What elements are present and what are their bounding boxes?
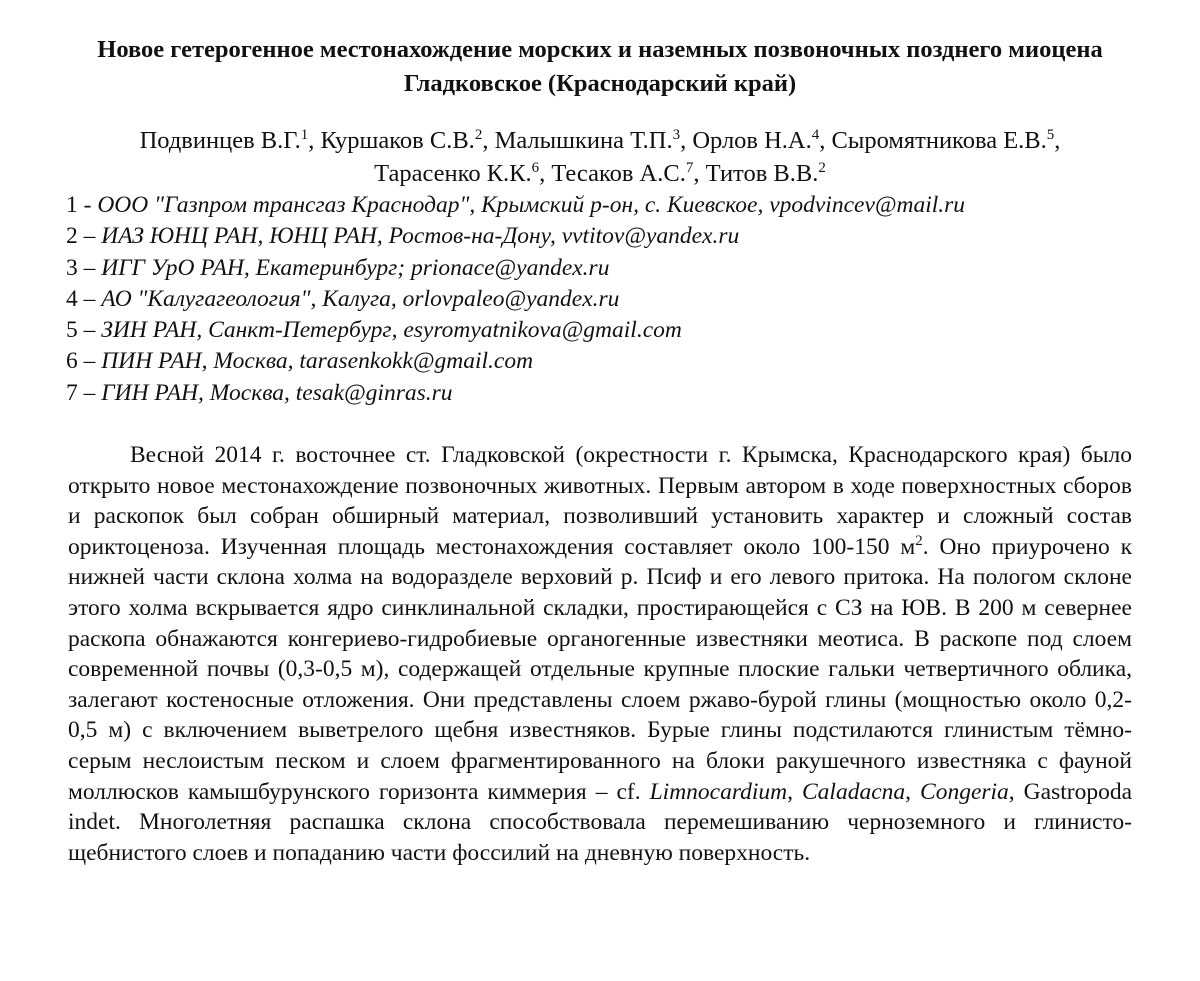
affiliation-mark: 4	[811, 126, 820, 143]
taxon-name: Limnocardium	[649, 778, 788, 805]
affiliation-mark: 2	[474, 126, 483, 143]
affiliation-item: 5 – ЗИН РАН, Санкт-Петербург, esyromyatnikova@gmail.com	[66, 317, 682, 344]
affiliation-list	[66, 190, 1146, 409]
author: Титов В.В.$^2$	[705, 159, 826, 187]
author: Тарасенко К.К.$^6$,	[374, 159, 552, 187]
affiliation-item: 6 – ПИН РАН, Москва, tarasenkokk@gmail.com	[66, 348, 534, 375]
affiliation-item: 1 - ООО "Газпром трансгаз Краснодар", Крымский р-он, с. Киевское, vpodvincev@mail.ru	[66, 192, 966, 218]
body-paragraph: Весной 2014 г. восточнее ст. Гладковской (окрестности г. Крымска, Краснодарского края) было открыто новое местонахождение позвоночных животных. Первым автором в ходе поверхностных сборов и раскопок был собран обширный материал, позволивший установить характер и сложный состав ориктоценоза. Изученная площадь местонахождения составляет около 100-150 $м^2$. Оно приурочено к нижней части склона холма на водоразделе верховий р. Псиф и его левого притока. На пологом склоне этого холма вскрывается ядро синклинальной складки, простирающейся с СЗ на ЮВ. В 200 м севернее раскопа обнажаются конгериево-гидробиевые органогенные известняки меотиса. В раскопе под слоем современной почвы (0,3-0,5 м), содержащей отдельные крупные плоские гальки четвертичного облика, залегают костеносные отложения. Они представлены слоем ржаво-бурой глины (мощностью около 0,2-0,5 м) с включением выветрелого щебня известняков. Бурые глины подстилаются глинистым тёмно-серым неслоистым песком и слоем фрагментированного на блоки ракушечного известняка с фауной моллюсков камышбурунского горизонта киммерия – cf. Limnocardium, Caladacna, Congeria, Gastropoda indet. Многолетняя распашка склона способствовала перемешиванию черноземного и глинисто-щебнистого слоев и попаданию части фоссилий на дневную поверхность.	[68, 442, 1132, 866]
author: Орлов Н.А.$^4$,	[692, 126, 832, 154]
affiliation-mark: 2	[818, 159, 826, 176]
affiliation-mark: 5	[1046, 126, 1055, 143]
affiliation-mark: 7	[685, 159, 694, 176]
affiliation-item: 4 – АО "Калугагеология", Калуга, orlovpaleo@yandex.ru	[66, 285, 620, 312]
affiliation-mark: 1	[300, 126, 309, 143]
author: Подвинцев В.Г.$^1$,	[139, 126, 321, 154]
affiliation-mark: 6	[531, 159, 540, 176]
author: Тесаков А.С.$^7$,	[551, 159, 706, 187]
taxon-name: Congeria	[920, 778, 1009, 805]
affiliation-mark: 3	[672, 126, 681, 143]
affiliation-item: 3 – ИГГ УрО РАН, Екатеринбург; prionace@yandex.ru	[66, 254, 610, 281]
author: Куршаков С.В.$^2$,	[320, 126, 495, 154]
paper-title: Новое гетерогенное местонахождение морских и наземных позвоночных позднего миоцена Гладковское (Краснодарский край)	[97, 36, 1103, 97]
author: Сыромятникова Е.В.$^5$,	[831, 126, 1061, 154]
author: Малышкина Т.П.$^3$,	[494, 126, 693, 154]
unit-exponent: 2	[915, 532, 923, 549]
taxon-name: Caladacna	[802, 778, 906, 805]
affiliation-item: 2 – ИАЗ ЮНЦ РАН, ЮНЦ РАН, Ростов-на-Дону, vvtitov@yandex.ru	[66, 223, 740, 250]
affiliation-item: 7 – ГИН РАН, Москва, tesak@ginras.ru	[66, 379, 453, 406]
author-list	[60, 124, 1140, 190]
